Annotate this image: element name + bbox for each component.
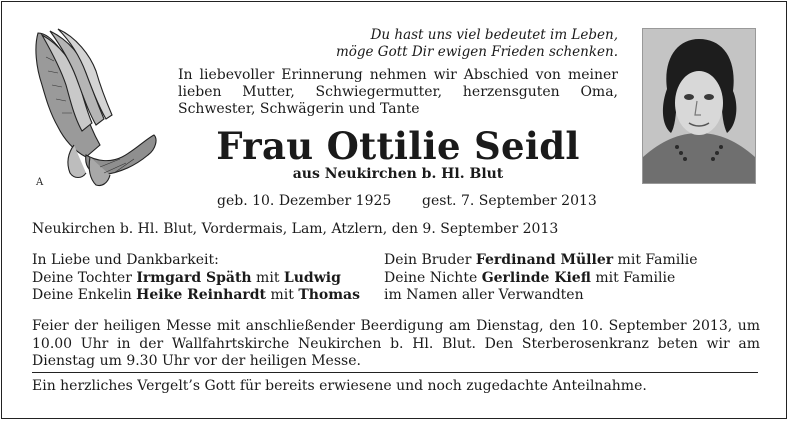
praying-hands-icon	[30, 27, 162, 189]
connector-text: mit	[251, 269, 284, 286]
family-suffix: mit Familie	[613, 252, 698, 268]
birth-date: geb. 10. Dezember 1925	[217, 193, 392, 209]
mourners-left	[32, 252, 360, 305]
death-date: gest. 7. September 2013	[422, 193, 597, 209]
svg-text:A: A	[36, 177, 44, 188]
portrait-photo	[642, 28, 756, 184]
mass-info: Feier der heiligen Messe mit anschließender Beerdigung am Dienstag, den 10. September 2013, um 10.00 Uhr in der Wallfahrtskirche Neukirchen b. Hl. Blut. Den Sterberosenkranz beten wir am Dienstag um 9.30 Uhr vor der heiligen Messe.	[32, 318, 760, 369]
quote	[336, 27, 618, 61]
family-suffix: mit Familie	[590, 269, 676, 286]
partner-name: Thomas	[298, 287, 361, 303]
thanks-text: Ein herzliches Vergelt’s Gott für bereits erwiesene und noch zugedachte Anteilnahme.	[32, 378, 647, 394]
portrait-image	[643, 29, 755, 183]
mourners-left-line-1: In Liebe und Dankbarkeit:	[32, 252, 219, 268]
mourners-right-line-2	[384, 270, 698, 288]
deceased-origin: aus Neukirchen b. Hl. Blut	[292, 166, 504, 182]
place-date: Neukirchen b. Hl. Blut, Vordermais, Lam, Atzlern, den 9. September 2013	[32, 221, 559, 237]
daughter-name: Irmgard Späth	[136, 269, 252, 286]
granddaughter-label: Deine Enkelin	[32, 287, 137, 303]
granddaughter-name: Heike Reinhardt	[136, 287, 267, 303]
daughter-label: Deine Tochter	[32, 269, 137, 286]
brother-name: Ferdinand Müller	[475, 252, 614, 268]
mourners-right-line-1	[384, 252, 698, 270]
son-in-law-name: Ludwig	[283, 269, 341, 286]
mourners-left-line-2	[32, 270, 360, 288]
quote-line-1: Du hast uns viel bedeutet im Leben,	[370, 27, 618, 43]
deceased-name: Frau Ottilie Seidl	[216, 124, 580, 168]
intro-text: In liebevoller Erinnerung nehmen wir Abschied von meiner lieben Mutter, Schwiegermutter, herzensguten Oma, Schwester, Schwägerin und Tante	[178, 67, 618, 117]
brother-label: Dein Bruder	[384, 252, 476, 268]
mourners-right-line-3: im Namen aller Verwandten	[384, 287, 584, 303]
niece-name: Gerlinde Kiefl	[481, 269, 591, 286]
niece-label: Deine Nichte	[384, 269, 482, 286]
mourners-left-line-3	[32, 287, 360, 305]
quote-line-2: möge Gott Dir ewigen Frieden schenken.	[335, 44, 618, 60]
connector-text: mit	[266, 287, 299, 303]
divider	[32, 372, 758, 373]
mourners-right	[384, 252, 698, 305]
